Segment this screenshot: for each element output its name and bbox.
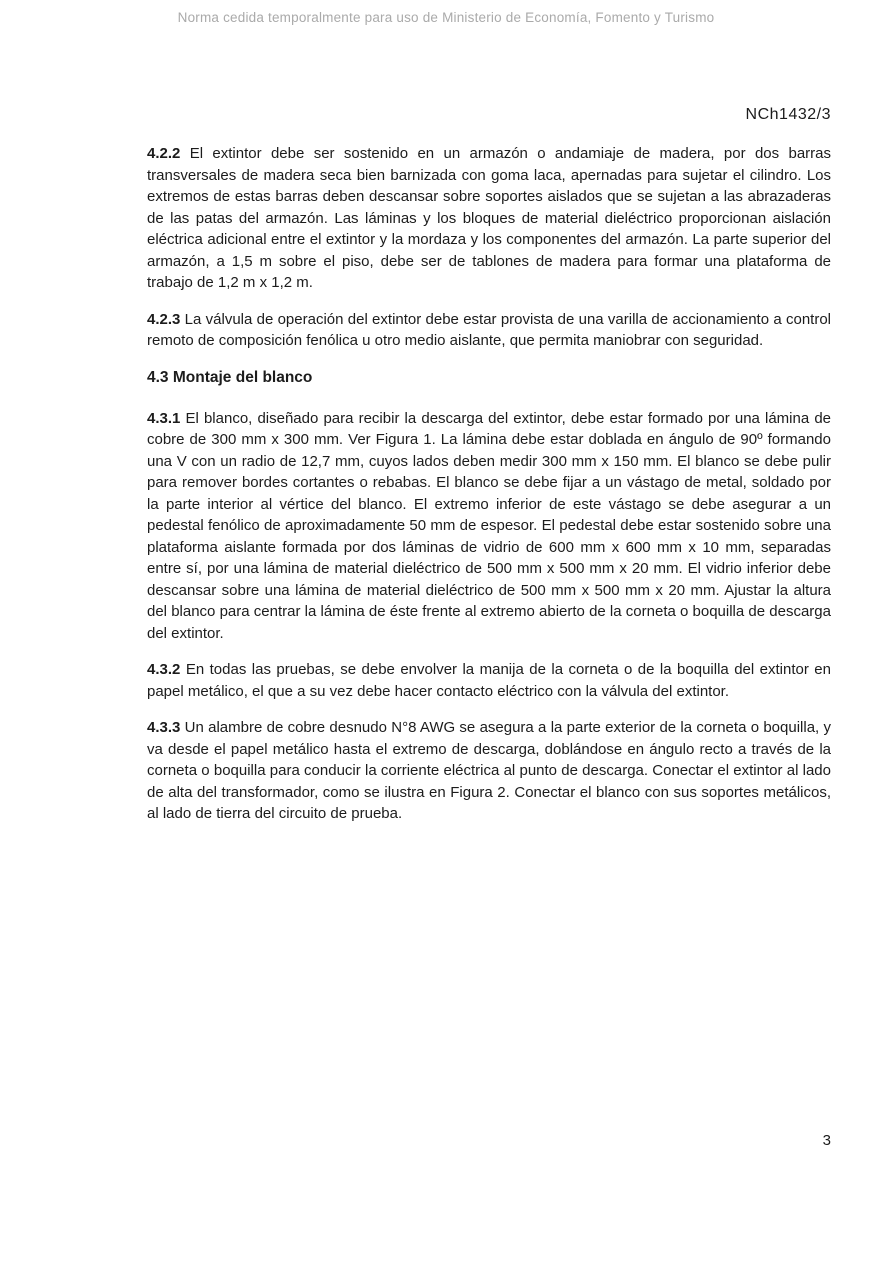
watermark-text: Norma cedida temporalmente para uso de Ministerio de Economía, Fomento y Turismo bbox=[177, 10, 715, 25]
paragraph-4-2-3 bbox=[147, 309, 831, 352]
heading-text-4-3: Montaje del blanco bbox=[172, 368, 313, 386]
heading-4-3 bbox=[147, 367, 831, 389]
paragraph-4-2-2 bbox=[147, 143, 831, 294]
section-number-4-3-3: 4.3.3 bbox=[147, 719, 181, 736]
section-number-4-3-1: 4.3.1 bbox=[147, 409, 181, 427]
page-number: 3 bbox=[822, 1132, 831, 1149]
section-text-4-3-2: En todas las pruebas, se debe envolver la manija de la corneta o de la boquilla del extintor en papel metálico, el que a su vez debe hacer contacto eléctrico con la válvula del extintor. bbox=[147, 661, 831, 700]
document-body bbox=[147, 143, 831, 840]
section-number-4-2-3: 4.2.3 bbox=[147, 310, 181, 328]
section-text-4-2-3: La válvula de operación del extintor debe estar provista de una varilla de accionamiento a control remoto de composición fenólica u otro medio aislante, que permita maniobrar con seguridad. bbox=[147, 310, 832, 349]
paragraph-4-3-1 bbox=[147, 408, 831, 645]
paragraph-4-3-3 bbox=[147, 717, 831, 825]
section-text-4-3-1: El blanco, diseñado para recibir la descarga del extintor, debe estar formado por una lámina de cobre de 300 mm x 300 mm. Ver Figura 1. La lámina debe estar doblada en ángulo de 90º formando una V con un radio de 12,7 mm, cuyos lados deben medir 300 mm x 150 mm. El blanco se debe pulir para remover bordes cortantes o rebabas. El blanco se debe fijar a un vástago de metal, soldado por la parte interior al vértice del blanco. El extremo inferior de este vástago se debe asegurar a un pedestal fenólico de aproximadamente 50 mm de espesor. El pedestal debe estar sostenido sobre una plataforma aislante formada por dos láminas de vidrio de 600 mm x 600 mm x 10 mm, separadas entre sí, por una lámina de material dieléctrico de 500 mm x 500 mm x 20 mm. El vidrio inferior debe descansar sobre una lámina de material dieléctrico de 500 mm x 500 mm x 20 mm. Ajustar la altura del blanco para centrar la lámina de éste frente al extremo abierto de la corneta o boquilla de descarga del extintor. bbox=[147, 409, 831, 642]
doc-code: NCh1432/3 bbox=[745, 106, 831, 123]
heading-number-4-3: 4.3 bbox=[147, 368, 169, 386]
paragraph-4-3-2 bbox=[147, 659, 831, 702]
section-text-4-3-3: Un alambre de cobre desnudo N°8 AWG se asegura a la parte exterior de la corneta o boquilla, y va desde el papel metálico hasta el extremo de descarga, doblándose en ángulo recto a través de la corneta o boquilla para conducir la corriente eléctrica al punto de descarga. Conectar el extintor al lado de alta del transformador, como se ilustra en Figura 2. Conectar el blanco con sus soportes metálicos, al lado de tierra del circuito de prueba. bbox=[147, 719, 831, 822]
section-number-4-2-2: 4.2.2 bbox=[147, 145, 181, 162]
section-number-4-3-2: 4.3.2 bbox=[147, 661, 181, 678]
section-text-4-2-2: El extintor debe ser sostenido en un armazón o andamiaje de madera, por dos barras transversales de madera seca bien barnizada con goma laca, apernadas para sujetar el cilindro. Los extremos de estas barras deben descansar sobre soportes aislados que se sujetan a las abrazaderas de las patas del armazón. Las láminas y los bloques de material dieléctrico proporcionan aislación eléctrica adicional entre el extintor y la mordaza y los componentes del armazón. La parte superior del armazón, a 1,5 m sobre el piso, debe ser de tablones de madera para formar una plataforma de trabajo de 1,2 m x 1,2 m. bbox=[147, 145, 831, 291]
